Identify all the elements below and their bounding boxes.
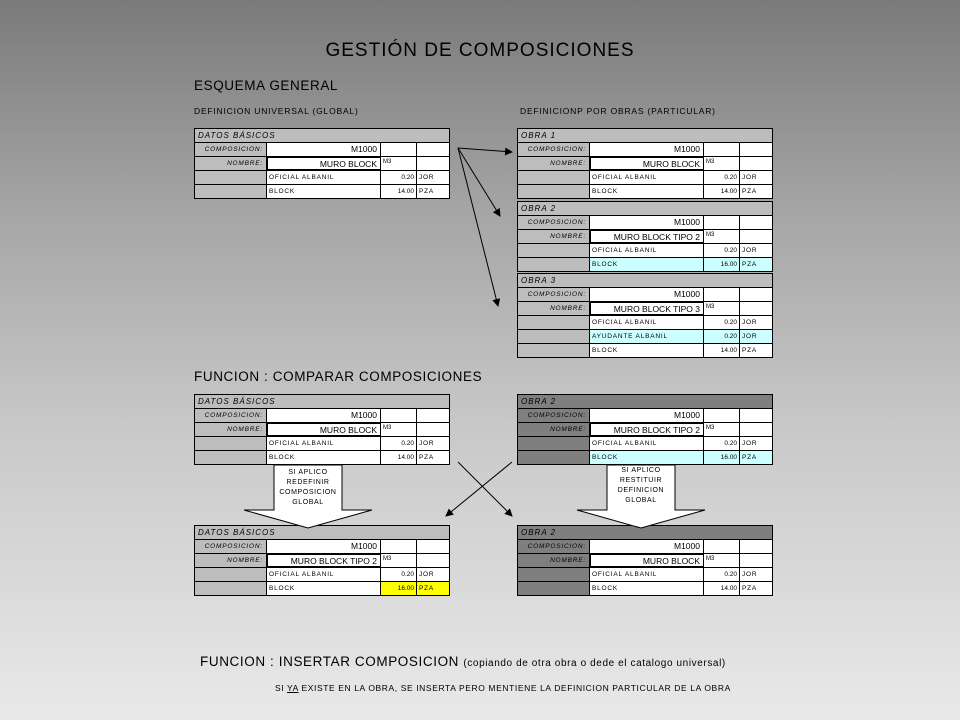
table-header: OBRA 2 [518,202,772,216]
table-header: OBRA 1 [518,129,772,143]
nombre-label: NOMBRE: [518,302,590,315]
insertar-note-pre: SI [275,683,288,693]
composition-unit: M3 [704,302,740,315]
insumo-unit: JOR [742,319,758,326]
insumo-qty: 0.20 [381,568,417,581]
composicion-label: COMPOSICION: [518,216,590,229]
callout-right-line: DEFINICION [617,487,665,494]
insumo-name: OFICIAL ALBANIL [590,244,704,257]
composition-name: MURO BLOCK [590,554,704,567]
composition-code: M1000 [267,409,381,422]
insumo-name: OFICIAL ALBANIL [267,437,381,450]
insumo-qty: 16.00 [704,258,740,271]
insumo-name: BLOCK [590,451,704,464]
section-heading-comparar: FUNCION : COMPARAR COMPOSICIONES [194,369,483,384]
composition-code: M1000 [267,540,381,553]
insumo-unit: JOR [419,174,435,181]
insumo-unit: JOR [742,174,758,181]
nombre-label: NOMBRE: [195,157,267,170]
insumo-qty: 0.20 [704,244,740,257]
insumo-unit: PZA [419,454,435,461]
composition-code: M1000 [590,143,704,156]
insumo-name: BLOCK [590,344,704,357]
section-heading-esquema: ESQUEMA GENERAL [194,78,339,93]
nombre-label: NOMBRE: [195,423,267,436]
nombre-label: NOMBRE: [195,554,267,567]
insumo-unit: PZA [419,188,435,195]
composition-unit: M3 [704,230,740,243]
nombre-label: NOMBRE: [518,423,590,436]
insumo-qty: 14.00 [704,344,740,357]
insumo-qty: 16.00 [381,582,417,595]
insumo-unit: JOR [419,440,435,447]
composicion-label: COMPOSICION: [518,540,590,553]
composition-name: MURO BLOCK TIPO 2 [590,423,704,436]
insumo-name: BLOCK [267,185,381,198]
composicion-label: COMPOSICION: [518,143,590,156]
insumo-unit: PZA [742,261,758,268]
arrow-cross-right [458,462,512,516]
insertar-heading-text: FUNCION : INSERTAR COMPOSICION [200,654,460,669]
insumo-qty: 16.00 [704,451,740,464]
insumo-name: OFICIAL ALBANIL [267,171,381,184]
arrow-obra1 [458,148,512,152]
composition-code: M1000 [590,409,704,422]
table-header: OBRA 2 [518,395,772,409]
table-header: OBRA 2 [518,526,772,540]
composition-code: M1000 [267,143,381,156]
composition-unit: M3 [381,554,417,567]
insertar-heading-note: (copiando de otra obra o dede el catalogo universal) [463,658,726,669]
composition-unit: M3 [704,554,740,567]
composicion-label: COMPOSICION: [195,143,267,156]
insumo-name: OFICIAL ALBANIL [590,437,704,450]
composition-name: MURO BLOCK [590,157,704,170]
table-header: DATOS BÁSICOS [195,129,449,143]
callout-right-line: GLOBAL [625,497,657,504]
insumo-unit: PZA [742,585,758,592]
callout-left-line: SI APLICO [288,469,328,476]
subheading-global: DEFINICION UNIVERSAL (GLOBAL) [194,106,359,116]
insumo-qty: 14.00 [704,582,740,595]
composition-code: M1000 [590,216,704,229]
composition-unit: M3 [381,157,417,170]
insumo-name: BLOCK [267,582,381,595]
insumo-qty: 0.20 [704,316,740,329]
composition-name: MURO BLOCK TIPO 2 [267,554,381,567]
insumo-name: BLOCK [267,451,381,464]
callout-left-line: GLOBAL [292,499,324,506]
arrow-obra3 [458,148,498,306]
insumo-name: BLOCK [590,185,704,198]
composition-unit: M3 [381,423,417,436]
insumo-qty: 0.20 [381,437,417,450]
insumo-qty: 0.20 [381,171,417,184]
insumo-name: AYUDANTE ALBANIL [590,330,704,343]
callout-right-line: RESTITUIR [619,477,663,484]
table-header: OBRA 3 [518,274,772,288]
insumo-unit: JOR [742,333,758,340]
insumo-unit: JOR [742,571,758,578]
composition-name: MURO BLOCK TIPO 2 [590,230,704,243]
table-header: DATOS BÁSICOS [195,526,449,540]
composition-name: MURO BLOCK [267,157,381,170]
insumo-qty: 14.00 [381,185,417,198]
insumo-unit: JOR [742,247,758,254]
insumo-unit: PZA [742,188,758,195]
insumo-name: BLOCK [590,258,704,271]
table-header: DATOS BÁSICOS [195,395,449,409]
subheading-particular: DEFINICIONP POR OBRAS (PARTICULAR) [520,106,716,116]
insumo-name: OFICIAL ALBANIL [590,171,704,184]
callout-left-text [274,468,342,508]
composition-name: MURO BLOCK [267,423,381,436]
insertar-note-ya: YA [287,683,299,693]
arrow-cross-left [446,462,512,516]
composicion-label: COMPOSICION: [518,288,590,301]
insertar-note-post: EXISTE EN LA OBRA, SE INSERTA PERO MENTIENE LA DEFINICION PARTICULAR DE LA OBRA [298,683,731,693]
composition-code: M1000 [590,540,704,553]
nombre-label: NOMBRE: [518,157,590,170]
insumo-qty: 14.00 [704,185,740,198]
nombre-label: NOMBRE: [518,230,590,243]
insumo-name: OFICIAL ALBANIL [590,568,704,581]
callout-right-line: SI APLICO [621,467,661,474]
insumo-qty: 0.20 [704,171,740,184]
composition-code: M1000 [590,288,704,301]
insumo-name: BLOCK [590,582,704,595]
insumo-unit: PZA [742,454,758,461]
nombre-label: NOMBRE: [518,554,590,567]
composicion-label: COMPOSICION: [195,409,267,422]
insumo-unit: JOR [419,571,435,578]
composition-name: MURO BLOCK TIPO 3 [590,302,704,315]
callout-left-line: REDEFINIR [286,479,330,486]
composicion-label: COMPOSICION: [518,409,590,422]
composicion-label: COMPOSICION: [195,540,267,553]
insumo-qty: 14.00 [381,451,417,464]
insumo-qty: 0.20 [704,568,740,581]
insumo-qty: 0.20 [704,330,740,343]
insumo-unit: PZA [417,582,449,595]
insumo-qty: 0.20 [704,437,740,450]
composition-unit: M3 [704,423,740,436]
callout-right-text [607,466,675,506]
insumo-unit: PZA [742,347,758,354]
page-title: GESTIÓN DE COMPOSICIONES [325,40,635,61]
insumo-name: OFICIAL ALBANIL [590,316,704,329]
insumo-unit: JOR [742,440,758,447]
arrow-obra2 [458,148,500,216]
insumo-name: OFICIAL ALBANIL [267,568,381,581]
callout-left-line: COMPOSICION [279,489,337,496]
composition-unit: M3 [704,157,740,170]
